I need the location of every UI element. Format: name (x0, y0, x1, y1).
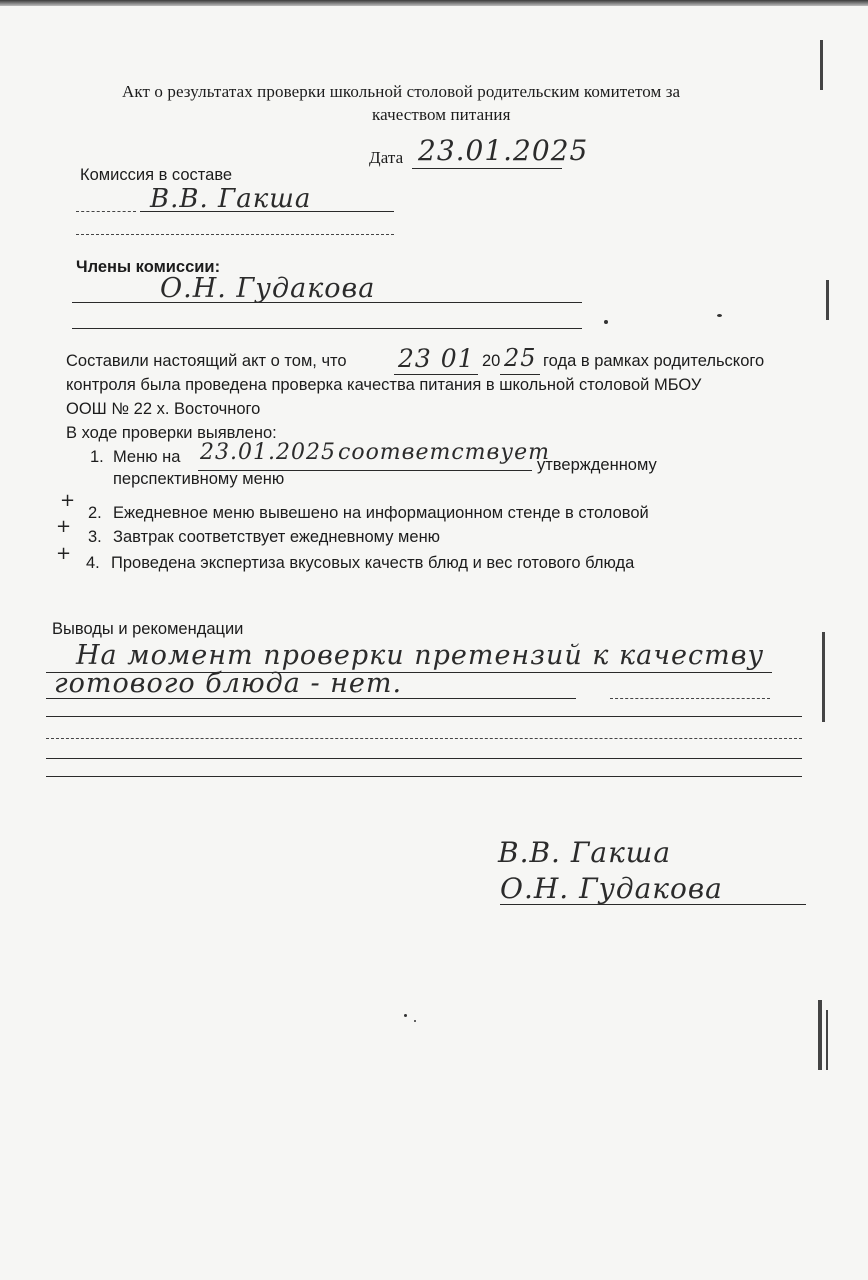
conclusions-underline-5 (46, 758, 802, 759)
act-statement-prefix: Составили настоящий акт о том, что (66, 352, 347, 370)
conclusions-underline-6 (46, 776, 802, 777)
scan-edge-mark (822, 632, 825, 722)
check-mark: + (56, 516, 72, 537)
finding-1-prefix: Меню на (113, 448, 181, 466)
finding-2-text: Ежедневное меню вывешено на информационном стенде в столовой (113, 504, 649, 522)
finding-number: 4. (86, 554, 100, 572)
check-mark: + (56, 543, 72, 564)
act-year-underline (500, 374, 540, 375)
finding-number: 2. (88, 504, 102, 522)
finding-3-text: Завтрак соответствует ежедневному меню (113, 528, 441, 546)
act-date-day: 23 01 (398, 344, 475, 373)
finding-1-handwritten: соответствует (338, 440, 550, 465)
commission-line-1 (140, 211, 394, 212)
findings-label: В ходе проверки выявлено: (66, 424, 277, 442)
act-date-underline (394, 374, 478, 375)
scan-edge-mark (826, 1010, 828, 1070)
act-statement-suffix: года в рамках родительского (543, 352, 765, 370)
scan-top-edge (0, 0, 868, 6)
signature-underline (500, 904, 806, 905)
commission-label: Комиссия в составе (80, 166, 233, 184)
conclusions-underline-3 (46, 716, 802, 717)
signature-1: В.В. Гакша (498, 836, 672, 869)
finding-1-suffix: утвержденному (537, 456, 657, 474)
act-year-prefix: 20 (482, 352, 501, 370)
finding-1-date: 23.01.2025 (200, 440, 336, 465)
act-year-suffix: 25 (504, 344, 537, 372)
scan-speck (604, 320, 608, 324)
scan-speck (414, 1020, 416, 1022)
signature-2: О.Н. Гудакова (500, 872, 723, 905)
document-title-line1: Акт о результатах проверки школьной столовой родительским комитетом за (122, 82, 681, 101)
members-line-1 (72, 302, 582, 303)
members-label: Члены комиссии: (76, 258, 221, 276)
commission-line-2 (76, 234, 394, 235)
conclusions-underline-2b (610, 698, 770, 699)
conclusions-label: Выводы и рекомендации (52, 620, 244, 638)
finding-1-continuation: перспективному меню (113, 470, 285, 488)
act-statement-line3: ООШ № 22 х. Восточного (66, 400, 261, 418)
finding-number: 1. (90, 448, 104, 466)
scan-speck (717, 314, 722, 317)
conclusions-line2: готового блюда - нет. (54, 668, 403, 699)
conclusions-underline-2 (46, 698, 576, 699)
conclusions-underline-4 (46, 738, 802, 739)
finding-number: 3. (88, 528, 102, 546)
date-label: Дата (369, 148, 404, 167)
finding-4-text: Проведена экспертиза вкусовых качеств блюд и вес готового блюда (111, 554, 635, 572)
scan-speck (404, 1014, 407, 1017)
conclusions-line1: На момент проверки претензий к качеству (76, 640, 765, 671)
act-statement-line2: контроля была проведена проверка качества питания в школьной столовой МБОУ (66, 376, 702, 394)
date-underline (412, 168, 562, 169)
commission-chair-name: В.В. Гакша (150, 184, 312, 214)
scan-edge-mark (820, 40, 823, 90)
members-line-2 (72, 328, 582, 329)
member-name: О.Н. Гудакова (160, 273, 376, 304)
date-value: 23.01.2025 (418, 134, 589, 167)
scan-edge-mark (818, 1000, 822, 1070)
commission-line-dash (76, 211, 136, 212)
scan-edge-mark (826, 280, 829, 320)
check-mark: + (60, 490, 76, 511)
document-title-line2: качеством питания (372, 105, 511, 124)
